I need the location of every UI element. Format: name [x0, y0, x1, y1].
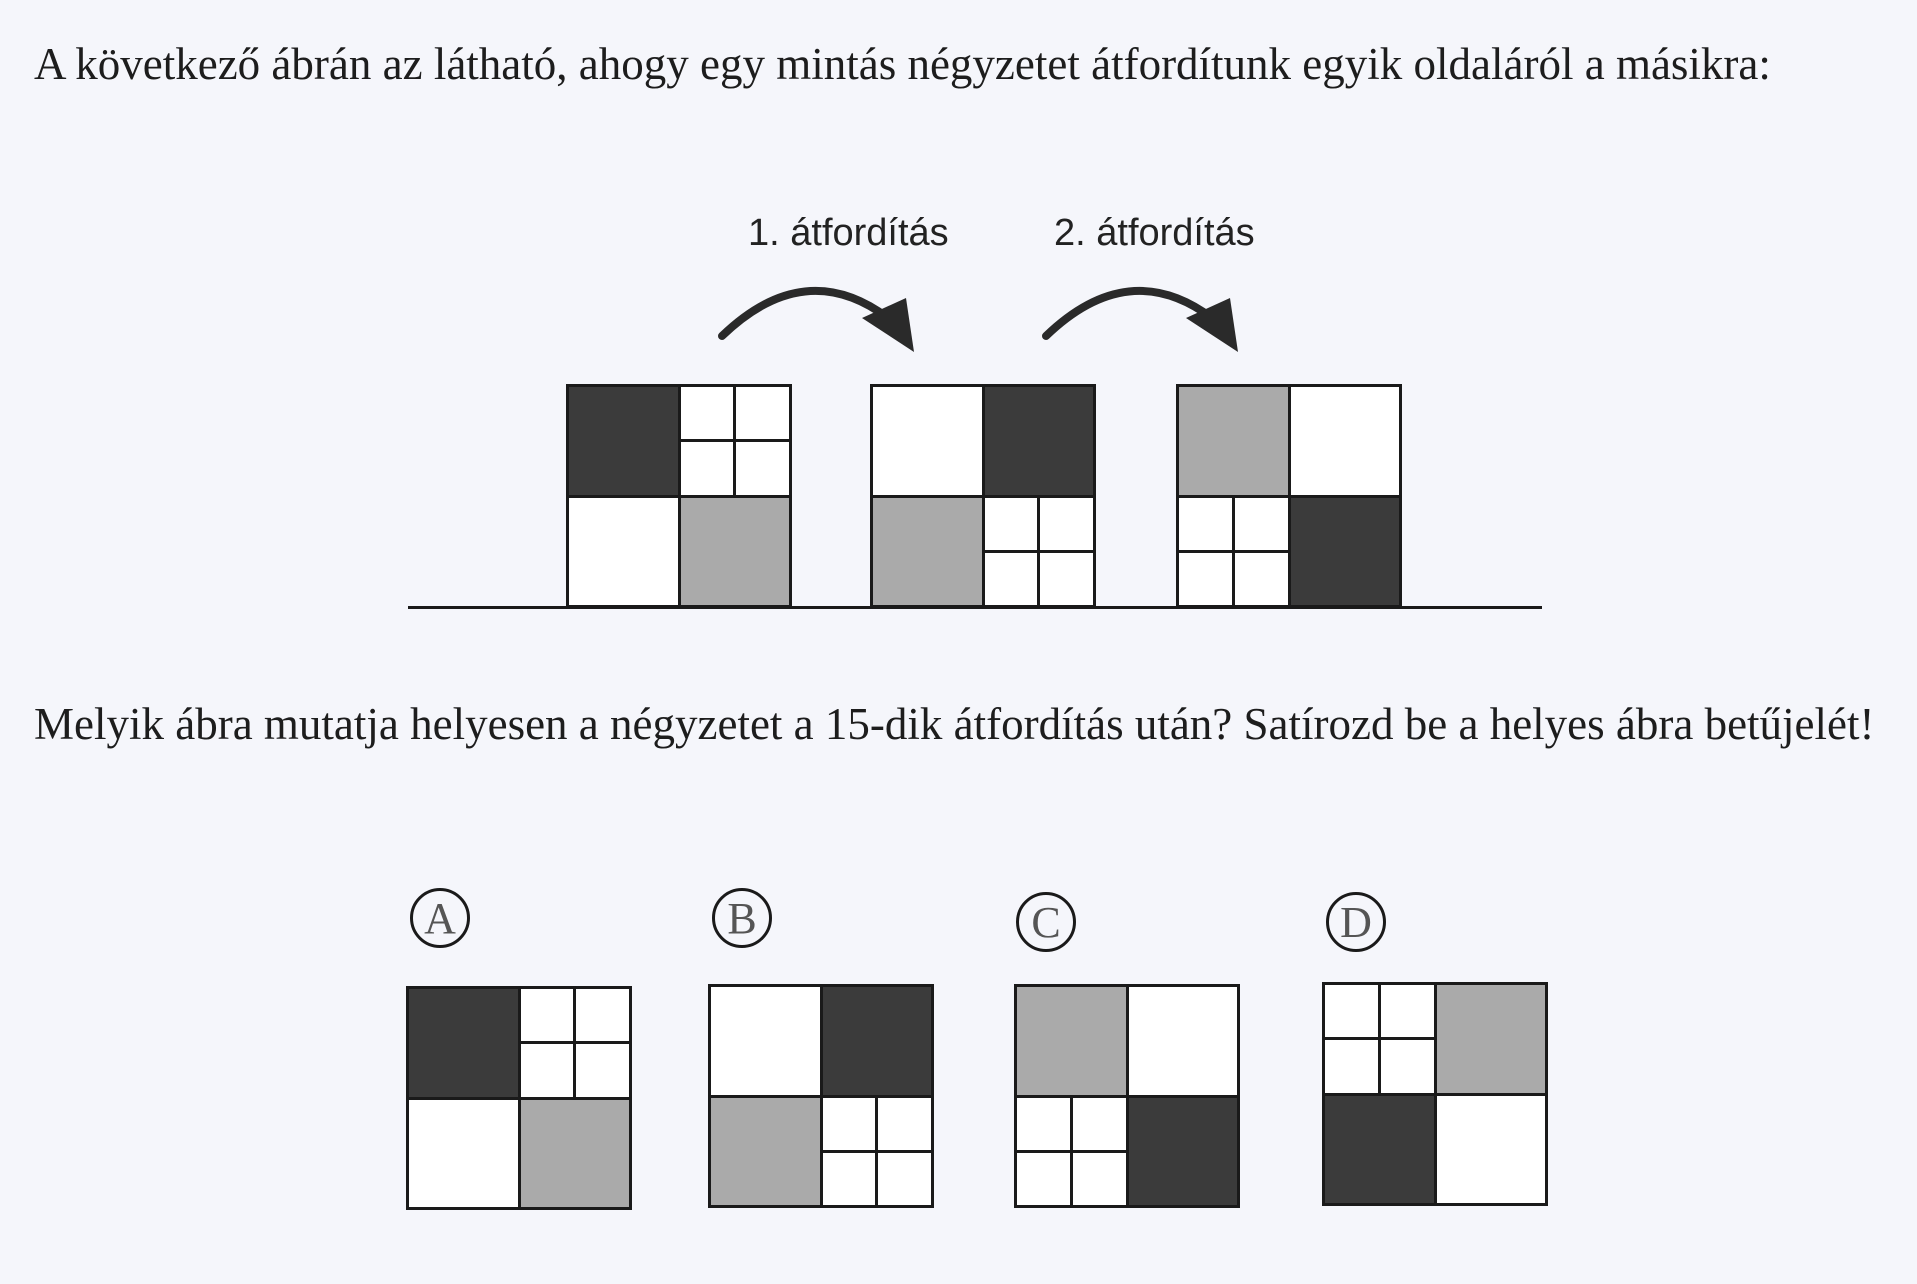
small-cell — [985, 498, 1038, 550]
bottom-right-dark-quadrant — [1291, 498, 1400, 606]
option-c-square[interactable] — [1014, 984, 1240, 1208]
top-left-light-quadrant — [1017, 987, 1126, 1095]
small-cell — [521, 1044, 574, 1096]
small-cell — [1017, 1153, 1070, 1205]
small-cell — [576, 989, 629, 1041]
small-cell — [1381, 1040, 1434, 1092]
top-left-dark-quadrant — [569, 387, 678, 495]
small-cell — [1381, 985, 1434, 1037]
small-cell — [1235, 553, 1288, 605]
top-left-grid-quadrant — [1325, 985, 1434, 1093]
option-d-square[interactable] — [1322, 982, 1548, 1206]
small-cell — [1073, 1153, 1126, 1205]
bottom-right-grid-quadrant — [985, 498, 1094, 606]
small-cell — [736, 387, 789, 439]
top-right-dark-quadrant — [985, 387, 1094, 495]
option-d-letter[interactable]: D — [1326, 892, 1386, 952]
small-cell — [1017, 1098, 1070, 1150]
small-cell — [878, 1098, 931, 1150]
bottom-left-dark-quadrant — [1325, 1096, 1434, 1204]
bottom-right-light-quadrant — [681, 498, 790, 606]
small-cell — [1179, 553, 1232, 605]
top-left-light-quadrant — [1179, 387, 1288, 495]
top-left-dark-quadrant — [409, 989, 518, 1097]
small-cell — [878, 1153, 931, 1205]
top-right-grid-quadrant — [521, 989, 630, 1097]
flip-arrow-1-icon — [710, 268, 930, 358]
small-cell — [823, 1098, 876, 1150]
bottom-right-light-quadrant — [521, 1100, 630, 1208]
flip-arrow-2-icon — [1034, 268, 1254, 358]
small-cell — [823, 1153, 876, 1205]
bottom-left-white-quadrant — [569, 498, 678, 606]
small-cell — [1040, 498, 1093, 550]
small-cell — [1073, 1098, 1126, 1150]
top-right-dark-quadrant — [823, 987, 932, 1095]
option-b-square[interactable] — [708, 984, 934, 1208]
top-left-white-quadrant — [873, 387, 982, 495]
top-right-grid-quadrant — [681, 387, 790, 495]
ground-line — [408, 606, 1542, 609]
small-cell — [1040, 553, 1093, 605]
option-a-square[interactable] — [406, 986, 632, 1210]
small-cell — [1325, 1040, 1378, 1092]
option-b-letter[interactable]: B — [712, 888, 772, 948]
flip-label-1: 1. átfordítás — [748, 212, 949, 254]
small-cell — [736, 442, 789, 494]
sequence-square-after-flip-2 — [1176, 384, 1402, 608]
question-text: Melyik ábra mutatja helyesen a négyzetet a 15-dik átfordítás után? Satírozd be a helyes ábra betűjelét! — [34, 699, 1875, 749]
top-right-light-quadrant — [1437, 985, 1546, 1093]
bottom-left-grid-quadrant — [1017, 1098, 1126, 1206]
small-cell — [1325, 985, 1378, 1037]
intro-text: A következő ábrán az látható, ahogy egy mintás négyzetet átfordítunk egyik oldaláról a másikra: — [34, 39, 1771, 89]
small-cell — [1179, 498, 1232, 550]
flip-label-2: 2. átfordítás — [1054, 212, 1255, 254]
bottom-right-grid-quadrant — [823, 1098, 932, 1206]
sequence-square-start — [566, 384, 792, 608]
small-cell — [1235, 498, 1288, 550]
bottom-right-white-quadrant — [1437, 1096, 1546, 1204]
bottom-left-light-quadrant — [873, 498, 982, 606]
top-left-white-quadrant — [711, 987, 820, 1095]
top-right-white-quadrant — [1129, 987, 1238, 1095]
small-cell — [521, 989, 574, 1041]
sequence-square-after-flip-1 — [870, 384, 1096, 608]
top-right-white-quadrant — [1291, 387, 1400, 495]
bottom-left-light-quadrant — [711, 1098, 820, 1206]
option-c-letter[interactable]: C — [1016, 892, 1076, 952]
bottom-left-grid-quadrant — [1179, 498, 1288, 606]
bottom-left-white-quadrant — [409, 1100, 518, 1208]
bottom-right-dark-quadrant — [1129, 1098, 1238, 1206]
small-cell — [576, 1044, 629, 1096]
small-cell — [681, 387, 734, 439]
option-a-letter[interactable]: A — [410, 888, 470, 948]
small-cell — [985, 553, 1038, 605]
small-cell — [681, 442, 734, 494]
